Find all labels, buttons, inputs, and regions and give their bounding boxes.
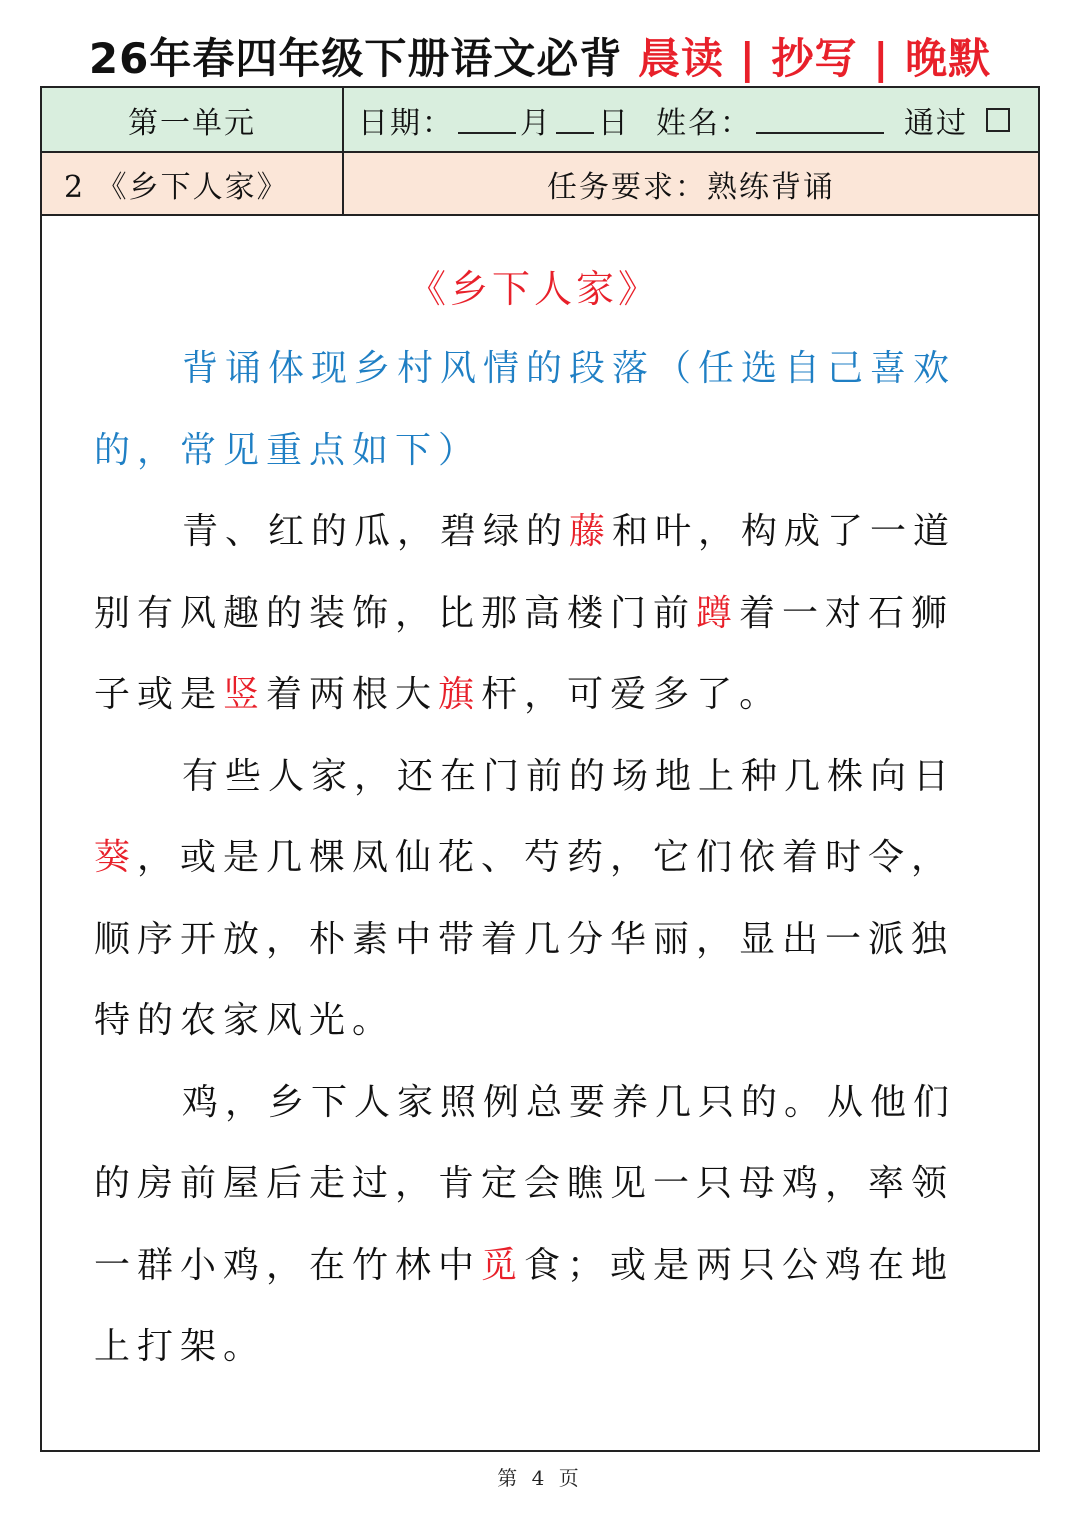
highlighted-character: 葵 — [94, 837, 138, 878]
info-row — [42, 88, 1038, 153]
highlighted-character: 旗 — [438, 674, 482, 715]
paragraph-text: 杆，可爱多了。 — [481, 674, 783, 715]
paragraph — [94, 1062, 974, 1388]
pass-checkbox[interactable] — [986, 108, 1010, 132]
paragraph-text: 着一对石狮子或是 — [94, 592, 955, 715]
paragraph — [94, 491, 974, 736]
highlighted-character: 觅 — [481, 1244, 525, 1286]
highlighted-character: 蹲 — [696, 592, 740, 634]
day-blank[interactable] — [556, 106, 594, 134]
title-main: 26年春四年级下册语文必背 — [88, 34, 623, 83]
lesson-label: 2 《乡下人家》 — [64, 169, 289, 205]
task-cell — [344, 153, 1038, 214]
highlighted-character: 藤 — [569, 511, 613, 552]
date-name-cell — [344, 88, 1038, 151]
date-label: 日期： — [358, 105, 454, 141]
paragraph-text: 着两根大 — [266, 674, 439, 715]
paragraph-text: ，或是几棵凤仙花、芍药，它们依着时令，顺序开放，朴素中带着几分华丽，显出一派独特的农家风光。 — [94, 837, 955, 1041]
recitation-content — [94, 254, 974, 1388]
month-blank[interactable] — [458, 106, 516, 134]
task-label: 任务要求：熟练背诵 — [547, 169, 835, 205]
pass-label: 通过 — [904, 105, 968, 141]
poem-title: 《乡下人家》 — [407, 267, 660, 311]
paragraph-list — [94, 491, 974, 1388]
day-label: 日 — [598, 105, 630, 141]
instruction-text: 背诵体现乡村风情的段落（任选自己喜欢的，常见重点如下） — [94, 348, 957, 471]
lesson-cell — [42, 153, 344, 214]
paragraph-text: 鸡，乡下人家照例总要养几只的。从他们的房前屋后走过，肯定会瞧见一只母鸡，率领一群小鸡，在竹林中 — [94, 1081, 957, 1286]
unit-label: 第一单元 — [128, 105, 256, 141]
page-number: 第 4 页 — [497, 1466, 583, 1490]
name-blank[interactable] — [756, 106, 884, 134]
title-accent: 晨读 | 抄写 | 晚默 — [637, 34, 992, 83]
worksheet-frame — [40, 86, 1040, 1452]
highlighted-character: 竖 — [223, 674, 267, 715]
paragraph-text: 和叶，构成了一道别有风趣的装饰，比那高楼门前 — [94, 511, 957, 634]
paragraph — [94, 736, 974, 1062]
unit-cell — [42, 88, 344, 151]
month-label: 月 — [520, 105, 552, 141]
task-row — [42, 153, 1038, 216]
paragraph-text: 食；或是两只公鸡在地上打架。 — [94, 1244, 955, 1367]
paragraph-text: 有些人家，还在门前的场地上种几株向日 — [182, 755, 957, 797]
name-label: 姓名： — [656, 105, 752, 141]
paragraph-text: 青、红的瓜，碧绿的 — [182, 511, 570, 552]
page-title — [0, 30, 1080, 88]
